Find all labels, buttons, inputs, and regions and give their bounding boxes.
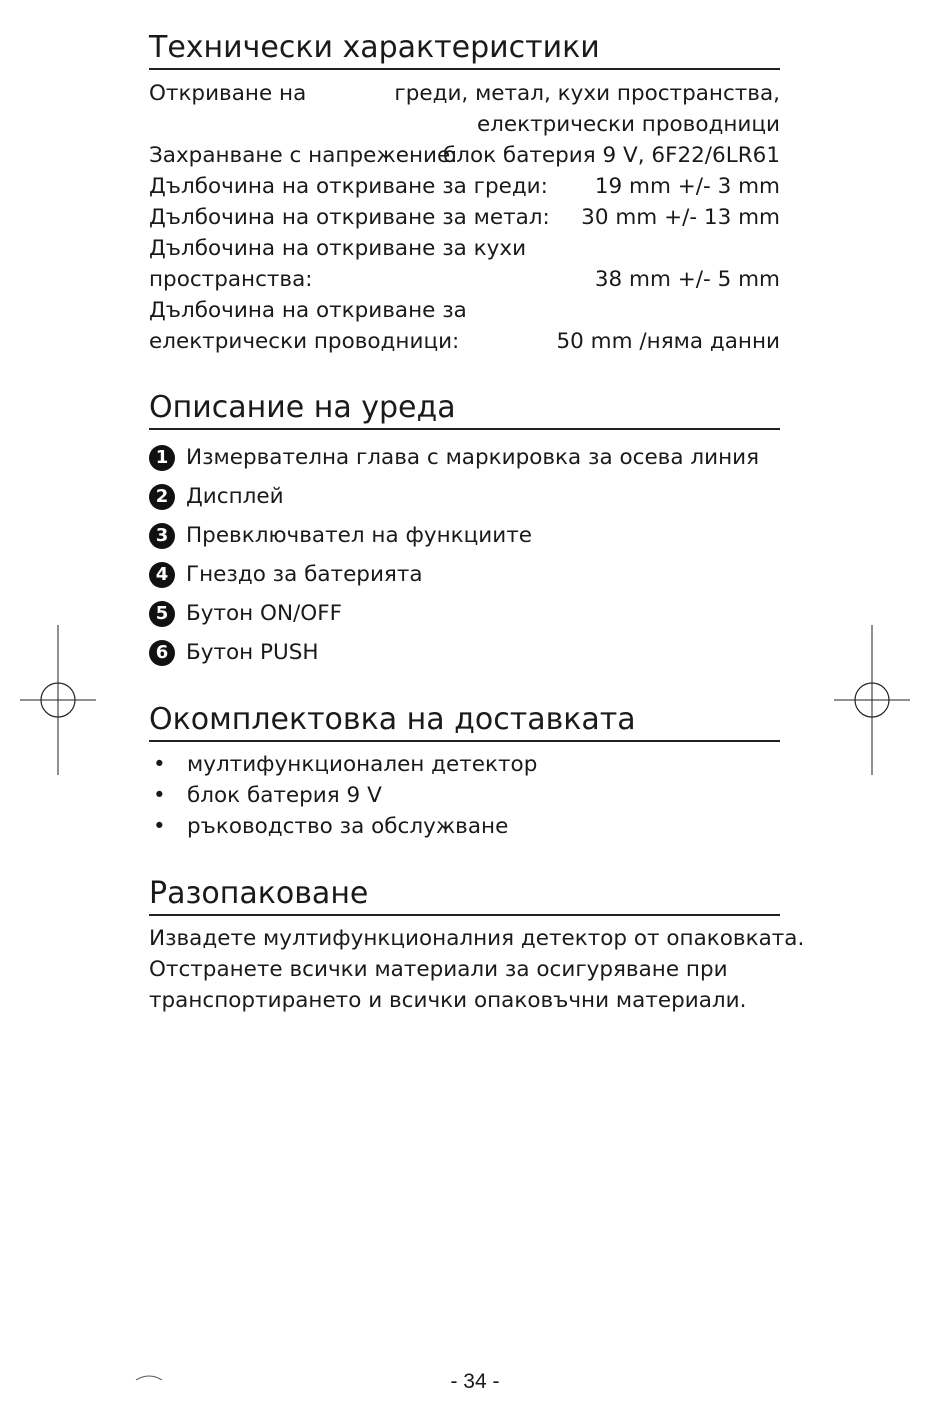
description-item xyxy=(149,560,423,590)
spec-label: Дълбочина на откриване за xyxy=(149,298,467,323)
delivery-text: мултифункционален детектор xyxy=(187,752,538,777)
delivery-item xyxy=(149,811,508,842)
description-text: Бутон ON/OFF xyxy=(186,601,342,626)
spec-label: Дълбочина на откриване за метал: xyxy=(149,205,550,230)
bullet-icon: • xyxy=(153,783,166,808)
spec-row xyxy=(149,171,780,202)
unpacking-line: Отстранете всички материали за осигуряване при xyxy=(149,957,728,982)
description-item xyxy=(149,443,759,473)
spec-row xyxy=(149,295,780,326)
spec-row xyxy=(149,140,780,171)
spec-value: електрически проводници xyxy=(476,112,780,137)
spec-value: греди, метал, кухи пространства, xyxy=(394,81,780,106)
spec-label: Дълбочина на откриване за кухи xyxy=(149,236,527,261)
bullet-icon: • xyxy=(153,814,166,839)
spec-value: 38 mm +/- 5 mm xyxy=(594,267,780,292)
spec-value: 19 mm +/- 3 mm xyxy=(594,174,780,199)
unpacking-line: Извадете мултифункционалния детектор от опаковката. xyxy=(149,926,805,951)
description-text: Бутон PUSH xyxy=(186,640,319,665)
spec-label: Дълбочина на откриване за греди: xyxy=(149,174,548,199)
number-badge-icon: 4 xyxy=(149,562,175,588)
delivery-text: ръководство за обслужване xyxy=(187,814,509,839)
spec-label: пространства: xyxy=(149,267,313,292)
delivery-text: блок батерия 9 V xyxy=(187,783,382,808)
spec-value: блок батерия 9 V, 6F22/6LR61 xyxy=(442,143,780,168)
bullet-icon: • xyxy=(153,752,166,777)
heading-delivery: Окомплектовка на доставката xyxy=(149,702,780,742)
description-text: Превключвател на функциите xyxy=(186,523,532,548)
spec-row xyxy=(149,109,780,140)
heading-unpacking: Разопаковане xyxy=(149,876,780,916)
description-item xyxy=(149,599,342,629)
delivery-item xyxy=(149,749,537,780)
spec-row xyxy=(149,264,780,295)
description-text: Дисплей xyxy=(186,484,284,509)
heading-specs: Технически характеристики xyxy=(149,30,780,70)
heading-description: Описание на уреда xyxy=(149,390,780,430)
delivery-item xyxy=(149,780,382,811)
description-item xyxy=(149,482,284,512)
number-badge-icon: 5 xyxy=(149,601,175,627)
page-number: - 34 - xyxy=(450,1370,500,1393)
spec-row xyxy=(149,78,780,109)
number-badge-icon: 2 xyxy=(149,484,175,510)
unpacking-line: транспортирането и всички опаковъчни материали. xyxy=(149,988,747,1013)
spec-value: 30 mm +/- 13 mm xyxy=(581,205,780,230)
spec-value: 50 mm /няма данни xyxy=(556,329,780,354)
spec-row xyxy=(149,202,780,233)
spec-label: електрически проводници: xyxy=(149,329,460,354)
spec-label: Откриване на xyxy=(149,81,307,106)
number-badge-icon: 1 xyxy=(149,445,175,471)
description-item xyxy=(149,638,319,668)
spec-row xyxy=(149,326,780,357)
crop-mark-left-icon xyxy=(20,625,96,775)
description-text: Измервателна глава с маркировка за осева линия xyxy=(186,445,760,470)
description-item xyxy=(149,521,532,551)
spec-row xyxy=(149,233,780,264)
description-text: Гнездо за батерията xyxy=(186,562,423,587)
crop-mark-right-icon xyxy=(834,625,910,775)
number-badge-icon: 6 xyxy=(149,640,175,666)
number-badge-icon: 3 xyxy=(149,523,175,549)
spec-label: Захранване с напрежение: xyxy=(149,143,458,168)
